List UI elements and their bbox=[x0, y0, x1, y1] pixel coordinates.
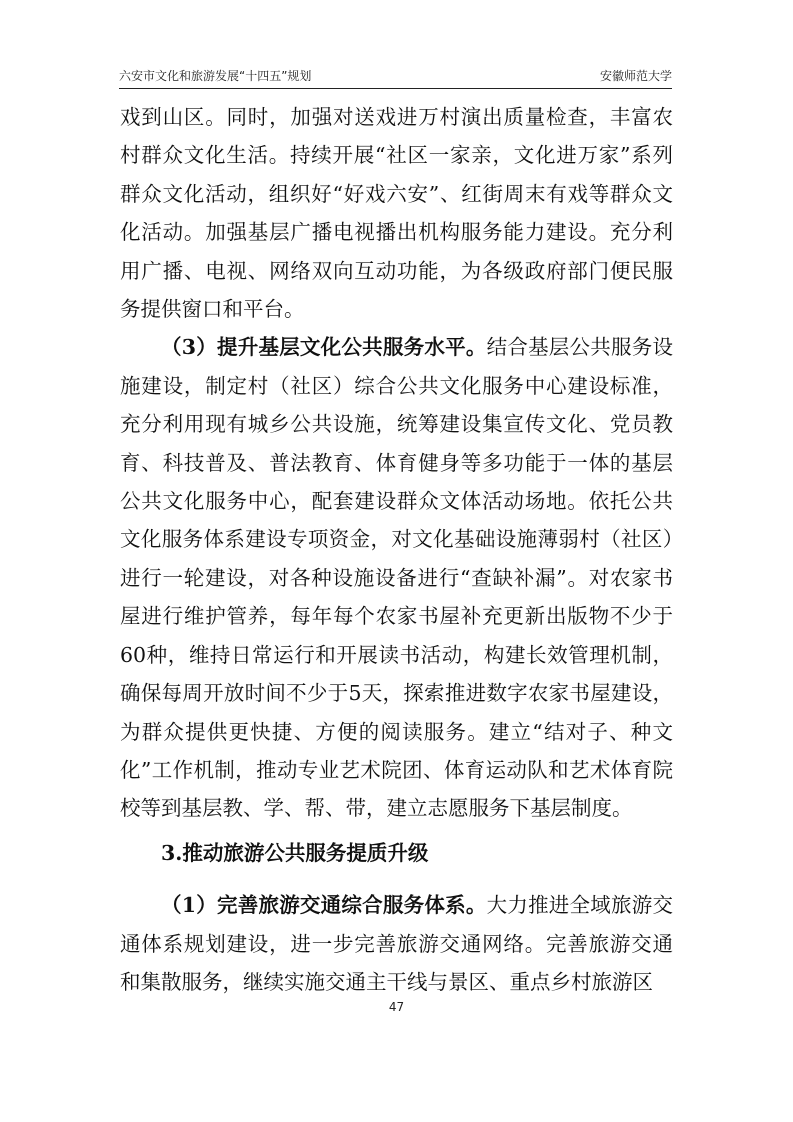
header-document-title: 六安市文化和旅游发展“十四五”规划 bbox=[119, 69, 312, 83]
paragraph-grassroots-culture bbox=[120, 328, 673, 827]
paragraph-continued: 戏到山区。同时，加强对送戏进万村演出质量检查，丰富农村群众文化生活。持续开展“社区一家亲，文化进万家”系列群众文化活动，组织好“好戏六安”、红街周末有戏等群众文化活动。加强基层广播电视播出机构服务能力建设。充分利用广播、电视、网络双向互动功能，为各级政府部门便民服务提供窗口和平台。 bbox=[120, 105, 673, 322]
header-institution: 安徽师范大学 bbox=[599, 69, 672, 83]
paragraph-lead-heading: （3）提升基层文化公共服务水平。 bbox=[161, 335, 487, 360]
paragraph-body-text: 大力推进全域旅游交通体系规划建设，进一步完善旅游交通网络。完善旅游交通和集散服务，继续实施交通主干线与景区、重点乡村旅游区 bbox=[120, 893, 674, 994]
paragraph-body-text: 结合基层公共服务设施建设，制定村（社区）综合公共文化服务中心建设标准，充分利用现有城乡公共设施，统筹建设集宣传文化、党员教育、科技普及、普法教育、体育健身等多功能于一体的基层公共文化服务中心，配套建设群众文体活动场地。依托公共文化服务体系建设专项资金，对文化基础设施薄弱村（社区）进行一轮建设，对各种设施设备进行“查缺补漏”。对农家书屋进行维护管养，每年每个农家书屋补充更新出版物不少于60种，维持日常运行和开展读书活动，构建长效管理机制，确保每周开放时间不少于5天，探索推进数字农家书屋建设，为群众提供更快捷、方便的阅读服务。建立“结对子、种文化”工作机制，推动专业艺术院团、体育运动队和艺术体育院校等到基层教、学、帮、带，建立志愿服务下基层制度。 bbox=[120, 335, 674, 821]
page-body bbox=[120, 98, 673, 1001]
section-heading: 3.推动旅游公共服务提质升级 bbox=[161, 840, 429, 865]
page-header bbox=[119, 62, 672, 89]
paragraph-lead-heading: （1）完善旅游交通综合服务体系。 bbox=[161, 893, 487, 918]
page-number: 47 bbox=[388, 1000, 405, 1014]
paragraph-tourism-transport bbox=[120, 886, 673, 1001]
